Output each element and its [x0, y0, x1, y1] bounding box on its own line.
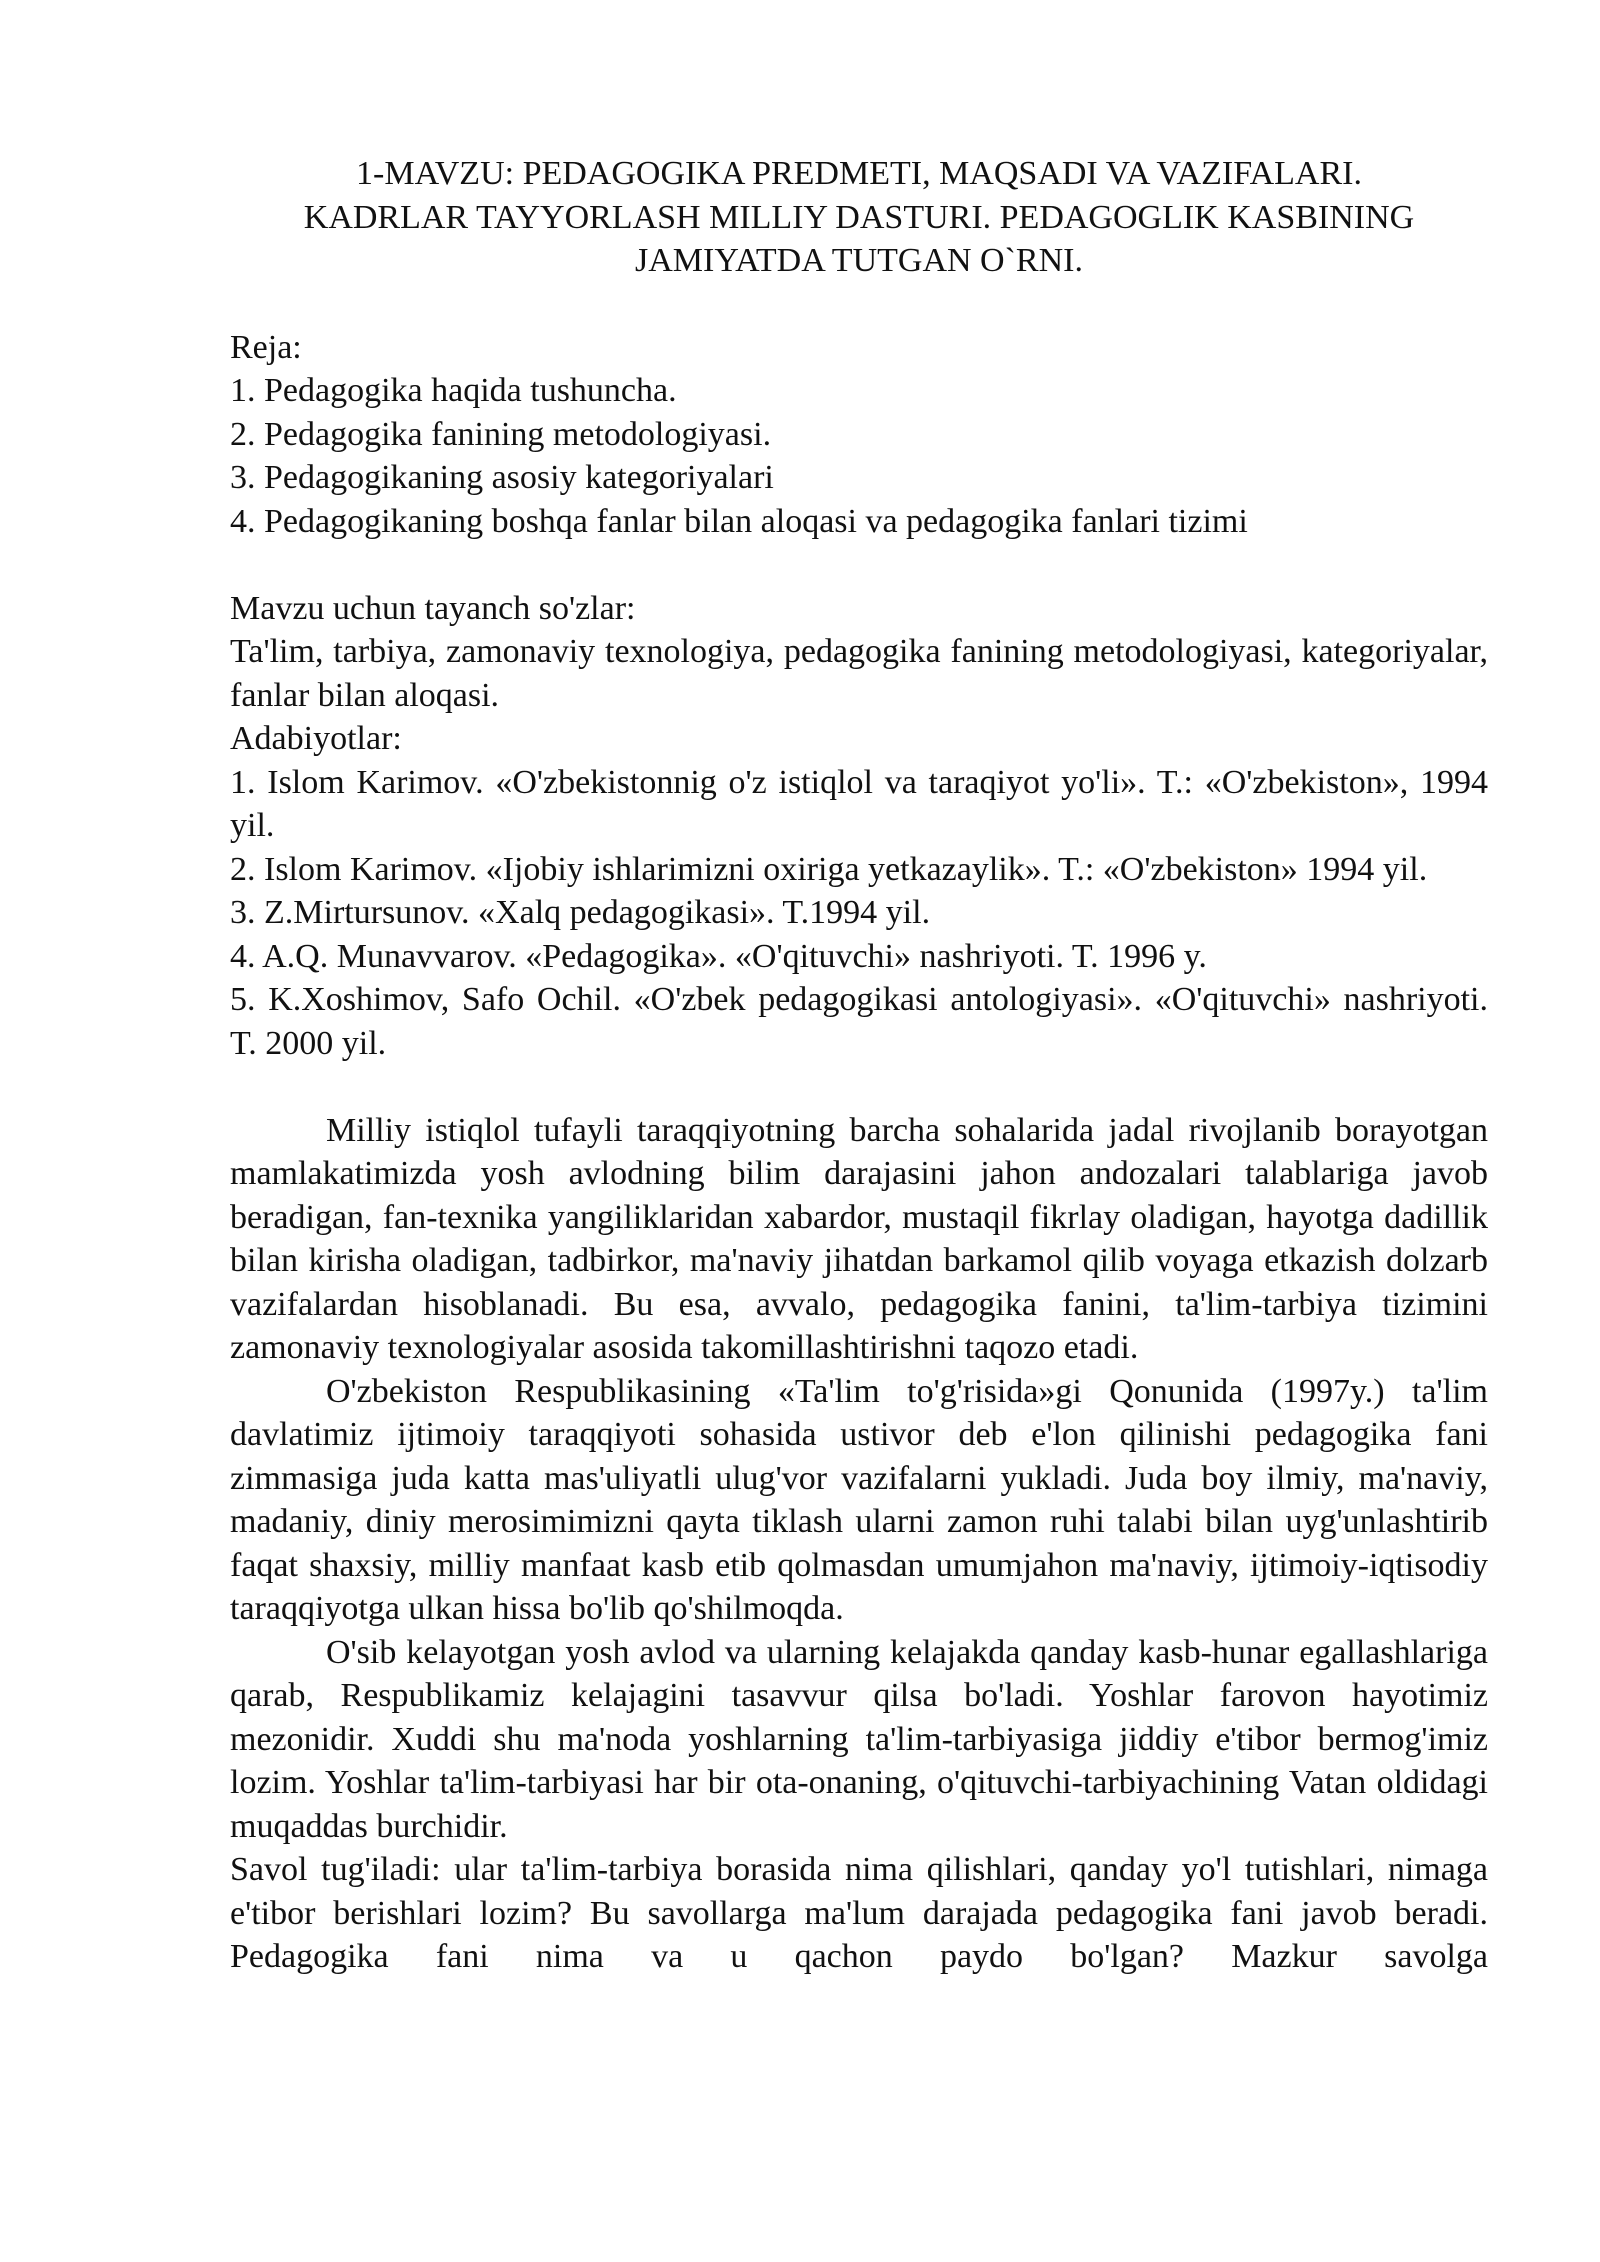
body-text: [230, 1109, 1488, 1979]
document-page: [230, 152, 1488, 1979]
title-line: JAMIYATDA TUTGAN O`RNI.: [635, 242, 1083, 279]
literature-heading: Adabiyotlar:: [230, 720, 402, 757]
literature-item: 3. Z.Mirtursunov. «Xalq pedagogikasi». T.1994 yil.: [230, 894, 931, 931]
literature-item: 2. Islom Karimov. «Ijobiy ishlarimizni oxiriga yetkazaylik». T.: «O'zbekiston» 1994 yil.: [230, 850, 1428, 888]
plan-item: 4. Pedagogikaning boshqa fanlar bilan aloqasi va pedagogika fanlari tizimi: [230, 502, 1248, 540]
body-paragraph: Milliy istiqlol tufayli taraqqiyotning barcha sohalarida jadal rivojlanib borayotgan mamlakatimizda yosh avlodning bilim darajasini jahon andozalari talablariga javob beradigan, fan-texnika yangiliklaridan xabardor, mustaqil fikrlay oladigan, hayotga dadillik bilan kirisha oladigan, tadbirkor, ma'naviy jihatdan barkamol qilib voyaga etkazish dolzarb vazifalardan hisoblanadi. Bu esa, avvalo, pedagogika fanini, ta'lim-tarbiya tizimini zamonaviy texnologiyalar asosida takomillashtirishni taqozo etadi.: [230, 1111, 1488, 1366]
spacer: [230, 543, 1488, 587]
body-paragraph-last: Savol tug'iladi: ular ta'lim-tarbiya borasida nima qilishlari, qanday yo'l tutishlari, nimaga e'tibor berishlari lozim? Bu savollarga ma'lum darajada pedagogika fani javob beradi. Pedagogika fani nima va u qachon paydo bo'lgan? Mazkur savolga: [230, 1851, 1488, 1975]
literature-item: 5. K.Xoshimov, Safo Ochil. «O'zbek pedagogikasi antologiyasi». «O'qituvchi» nashriyoti. T. 2000 yil.: [230, 981, 1488, 1062]
plan-item: 1. Pedagogika haqida tushuncha.: [230, 372, 677, 409]
spacer: [230, 1065, 1488, 1109]
keywords-text: Ta'lim, tarbiya, zamonaviy texnologiya, pedagogika fanining metodologiyasi, kategoriyalar, fanlar bilan aloqasi.: [230, 633, 1488, 714]
body-paragraph: O'zbekiston Respublikasining «Ta'lim to'g'risida»gi Qonunida (1997y.) ta'lim davlatimiz ijtimoiy taraqqiyoti sohasida ustivor deb e'lon qilinishi pedagogika fani zimmasiga juda katta mas'uliyatli ulug'vor vazifalarni yukladi. Juda boy ilmiy, ma'naviy, madaniy, diniy merosimimizni qayta tiklash ularni zamon ruhi talabi bilan uyg'unlashtirib faqat shaxsiy, milliy manfaat kasb etib qolmasdan umumjahon ma'naviy, ijtimoiy-iqtisodiy taraqqiyotga ulkan hissa bo'lib qo'shilmoqda.: [230, 1372, 1488, 1627]
keywords-section: [230, 587, 1488, 718]
title-line: 1-MAVZU: PEDAGOGIKA PREDMETI, MAQSADI VA VAZIFALARI.: [356, 155, 1362, 192]
keywords-heading: Mavzu uchun tayanch so'zlar:: [230, 589, 636, 627]
plan-item: 2. Pedagogika fanining metodologiyasi.: [230, 415, 772, 453]
plan-heading: Reja:: [230, 328, 302, 366]
literature-section: [230, 717, 1488, 1065]
literature-item: 1. Islom Karimov. «O'zbekistonnig o'z istiqlol va taraqiyot yo'li». T.: «O'zbekiston», 1994 yil.: [230, 763, 1488, 844]
document-title: [230, 152, 1488, 283]
literature-list: [230, 761, 1488, 1066]
title-line: KADRLAR TAYYORLASH MILLIY DASTURI. PEDAGOGLIK KASBINING: [303, 198, 1415, 236]
literature-item: 4. A.Q. Munavvarov. «Pedagogika». «O'qituvchi» nashriyoti. T. 1996 y.: [230, 937, 1207, 975]
plan-item: 3. Pedagogikaning asosiy kategoriyalari: [230, 459, 774, 496]
body-paragraph: O'sib kelayotgan yosh avlod va ularning kelajakda qanday kasb-hunar egallashlariga qarab, Respublikamiz kelajagini tasavvur qilsa bo'ladi. Yoshlar farovon hayotimiz mezonidir. Xuddi shu ma'noda yoshlarning ta'lim-tarbiyasiga jiddiy e'tibor bermog'imiz lozim. Yoshlar ta'lim-tarbiyasi har bir ota-onaning, o'qituvchi-tarbiyachining Vatan oldidagi muqaddas burchidir.: [230, 1633, 1488, 1845]
plan-section: [230, 326, 1488, 544]
plan-list: [230, 369, 1488, 543]
